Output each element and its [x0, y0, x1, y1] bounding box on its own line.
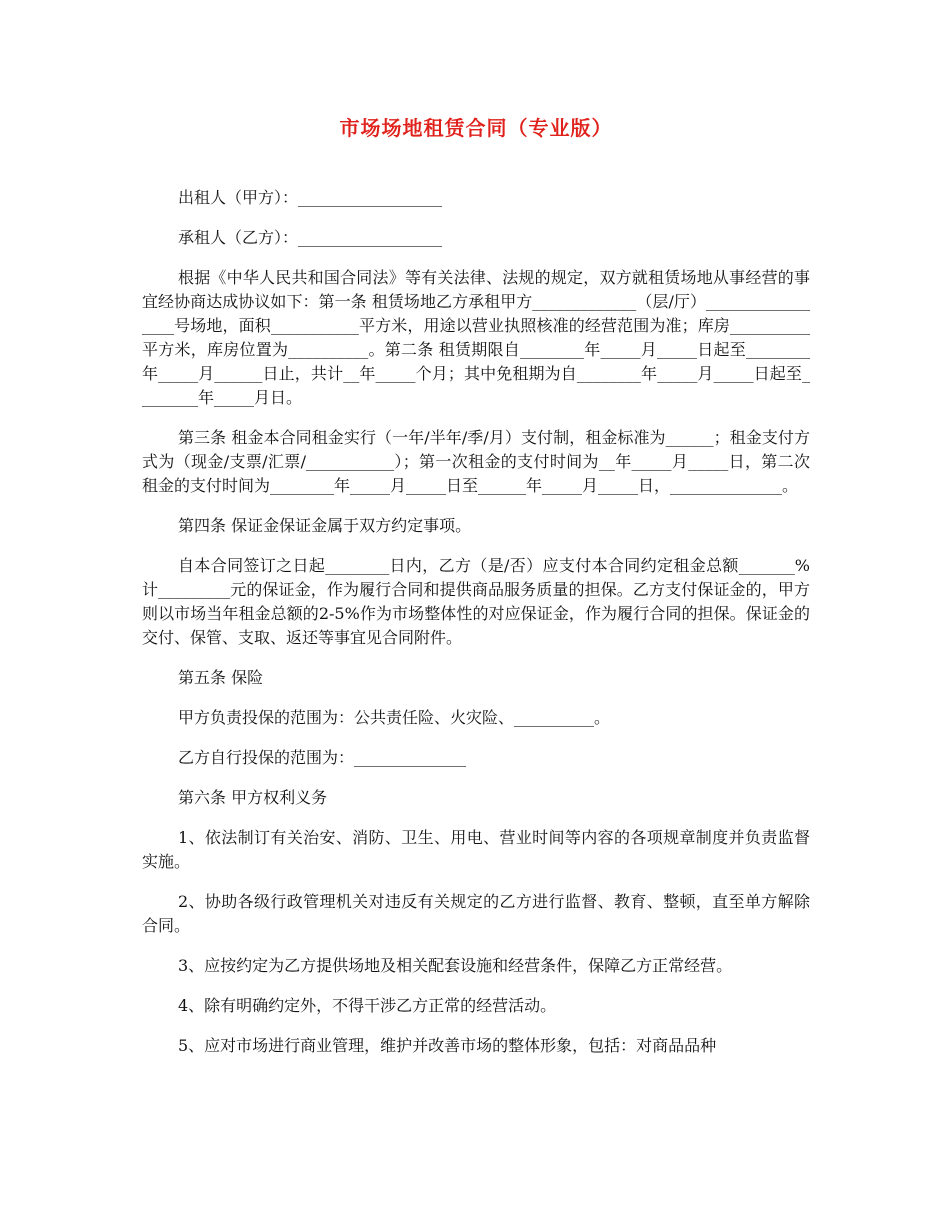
deposit-paragraph: 自本合同签订之日起________日内，乙方（是/否）应支付本合同约定租金总额_______%计_________元的保证金，作为履行合同和提供商品服务质量的担保。乙方支付保证金的，甲方则以市场当年租金总额的2-5%作为市场整体性的对应保证金，作为履行合同的担保。保证金的交付、保管、支取、返还等事宜见合同附件。	[142, 556, 810, 647]
lessor-insurance: 甲方负责投保的范围为：公共责任险、火灾险、__________。	[178, 708, 611, 727]
lessee-line: 承租人（乙方）：__________________	[178, 228, 443, 247]
document-title: 市场场地租赁合同（专业版）	[339, 116, 613, 140]
lessor-duty-2: 2、协助各级行政管理机关对违反有关规定的乙方进行监督、教育、整顿，直至单方解除合同。	[142, 892, 810, 935]
article-3-rent: 第三条 租金本合同租金实行（一年/半年/季/月）支付制，租金标准为______；租金支付方式为（现金/支票/汇票/___________）；第一次租金的支付时间为__年_____月_____日，第二次租金的支付时间为________年_____月_____日至______年_____月_____日，______________。	[142, 428, 810, 495]
article-6-heading: 第六条 甲方权利义务	[178, 788, 328, 807]
lessor-duty-4: 4、除有明确约定外，不得干涉乙方正常的经营活动。	[178, 996, 557, 1015]
lessor-duty-5: 5、应对市场进行商业管理，维护并改善市场的整体形象，包括：对商品品种	[178, 1036, 717, 1055]
contract-page	[142, 110, 810, 1074]
article-5-heading: 第五条 保险	[178, 668, 264, 687]
preamble-articles-1-2: 根据《中华人民共和国合同法》等有关法律、法规的规定，双方就租赁场地从事经营的事宜经协商达成协议如下：第一条 租赁场地乙方承租甲方_____________（层/厅）_________________号场地，面积___________平方米，用途以营业执照核准的经营范围为准；库房__________平方米，库房位置为__________。第二条 租赁期限自________年_____月_____日起至________年_____月______日止，共计__年_____个月；其中免租期为自________年_____月_____日起至________年_____月日。	[142, 268, 810, 407]
lessor-duty-3: 3、应按约定为乙方提供场地及相关配套设施和经营条件，保障乙方正常经营。	[178, 956, 733, 975]
lessor-line: 出租人（甲方）：__________________	[178, 188, 443, 207]
article-4-heading: 第四条 保证金保证金属于双方约定事项。	[178, 516, 472, 535]
lessee-insurance: 乙方自行投保的范围为：______________	[178, 748, 467, 767]
lessor-duty-1: 1、依法制订有关治安、消防、卫生、用电、营业时间等内容的各项规章制度并负责监督实施。	[142, 828, 810, 871]
